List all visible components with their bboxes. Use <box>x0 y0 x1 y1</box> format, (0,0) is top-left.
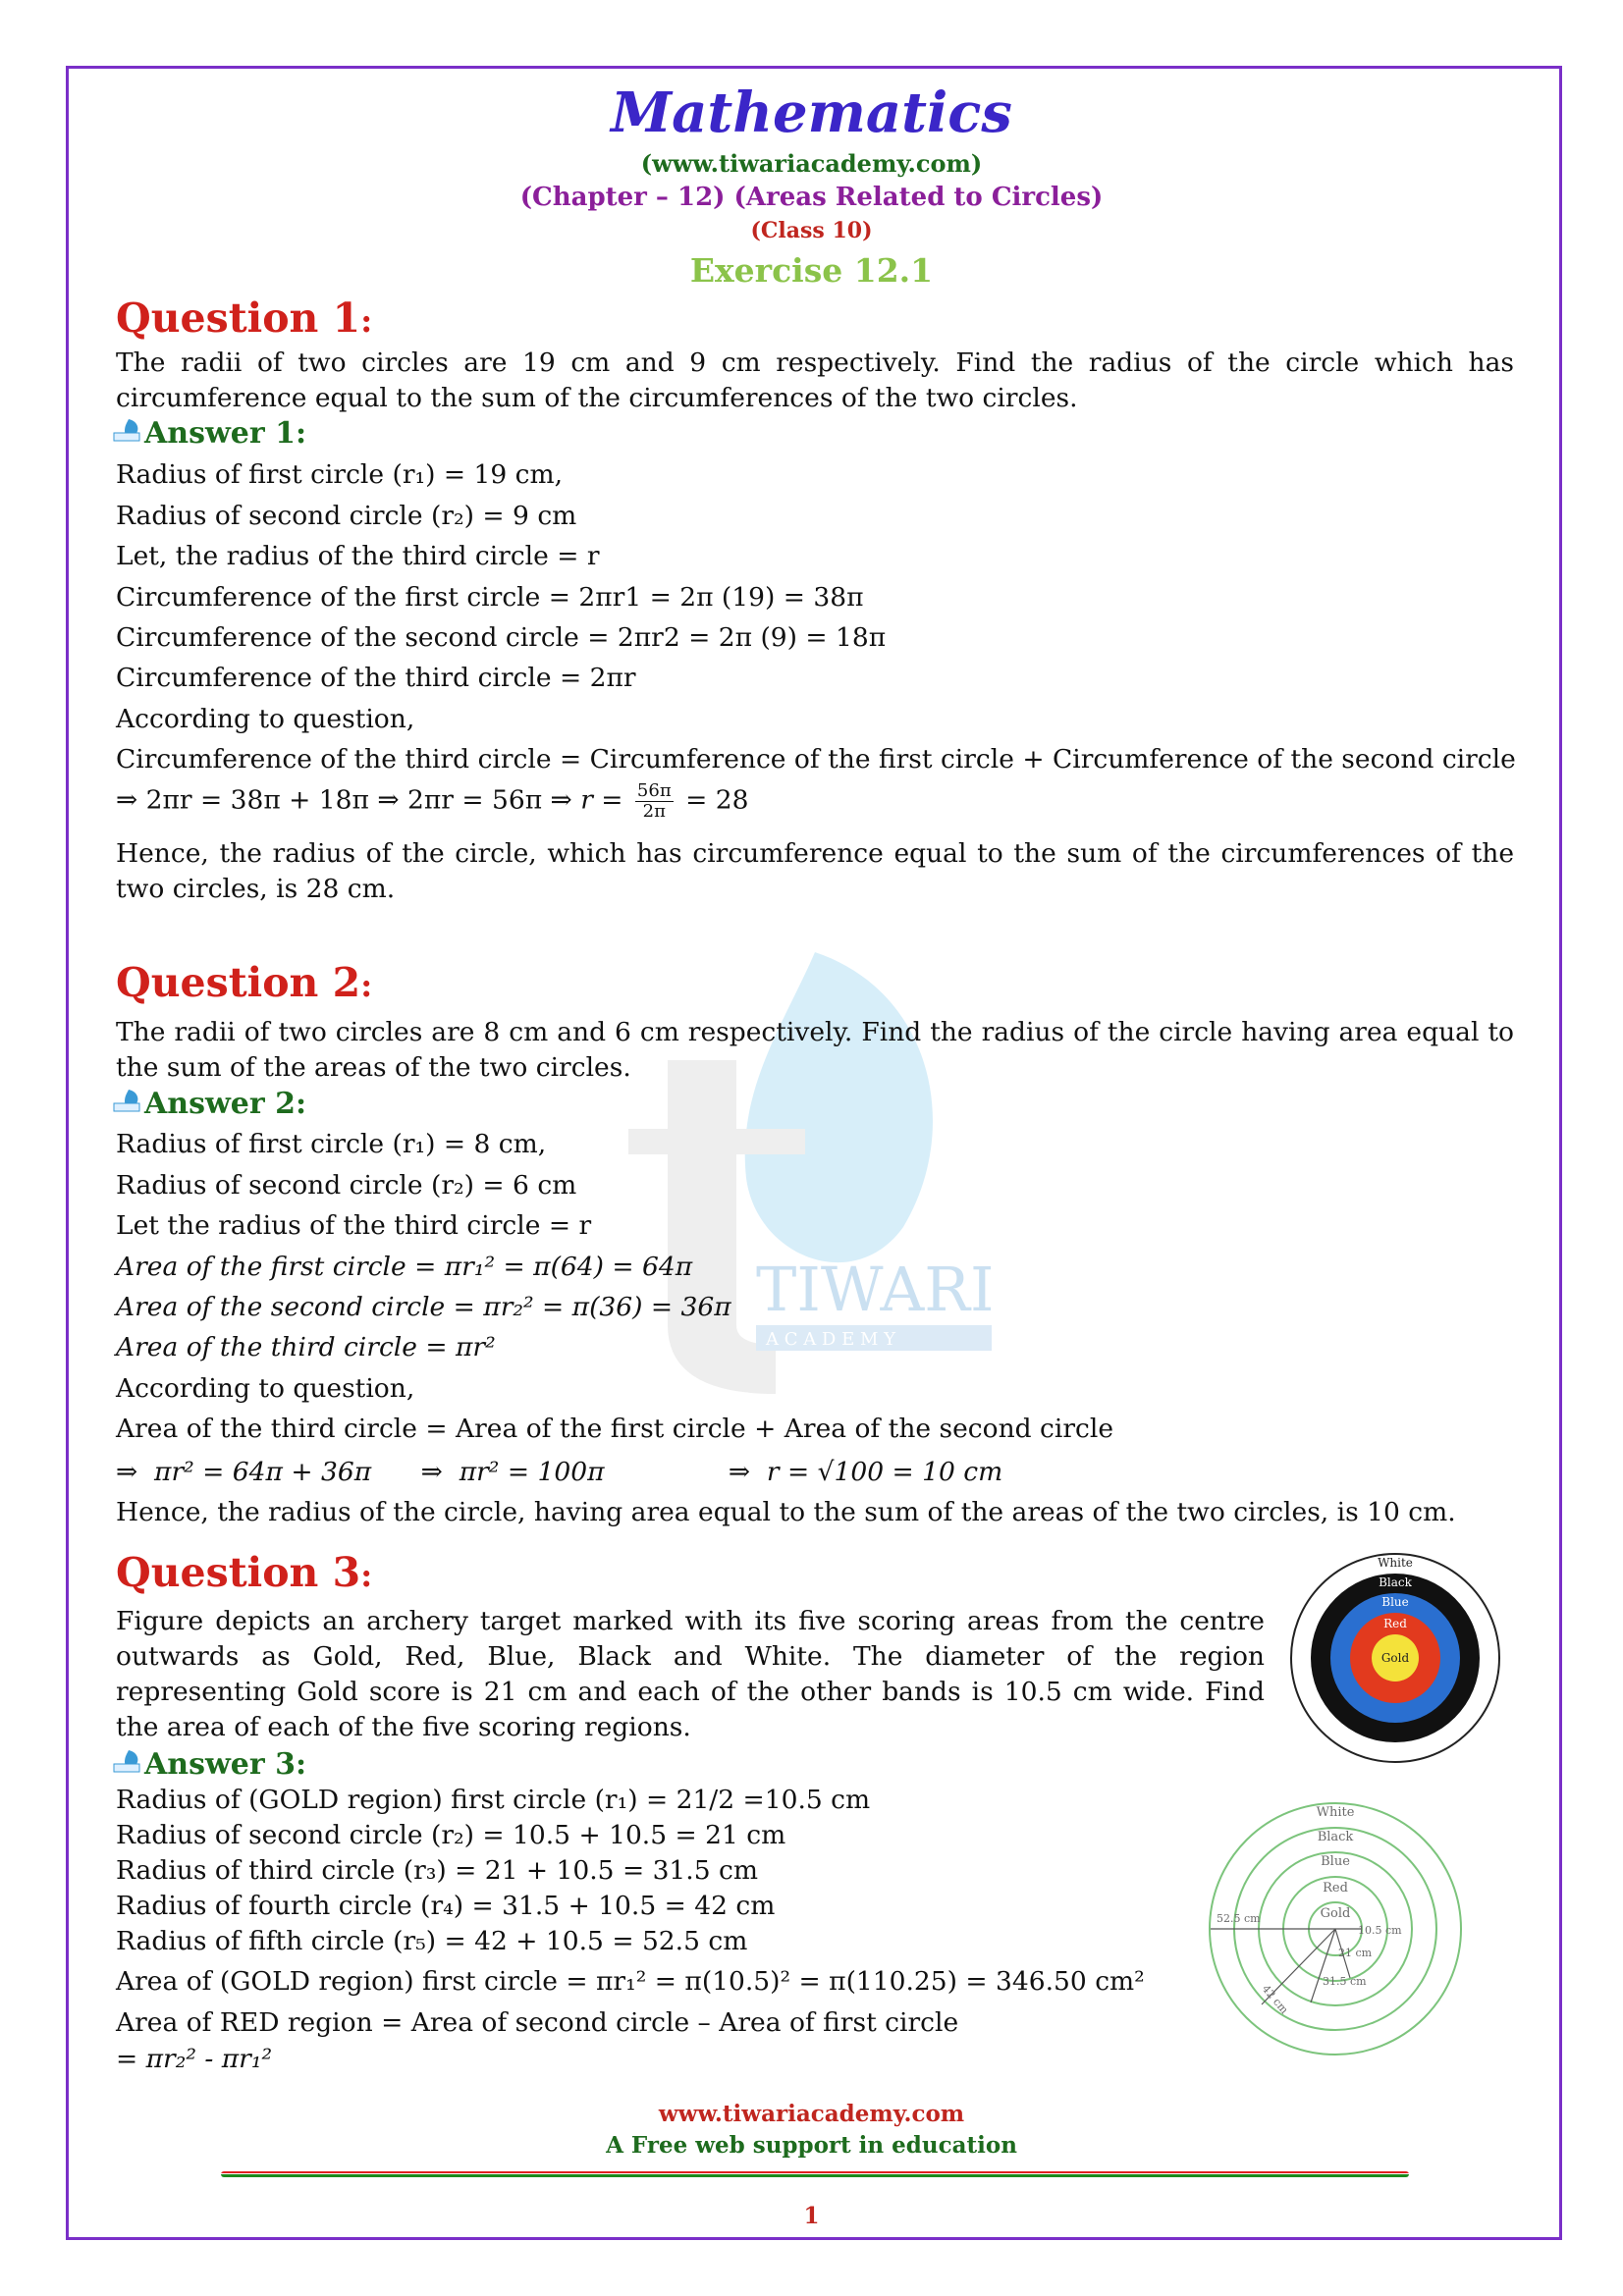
answer-1-line: Circumference of the second circle = 2πr2 = 2π (9) = 18π <box>116 622 887 653</box>
answer-3-line: = πr₂² - πr₁² <box>116 2044 273 2074</box>
answer-3-line: Radius of fifth circle (r₅) = 42 + 10.5 = 52.5 cm <box>116 1926 748 1956</box>
answer-1-heading: Answer 1: <box>111 416 306 451</box>
answer-2-line: Let the radius of the third circle = r <box>116 1210 592 1241</box>
answer-1-line: Circumference of the third circle = 2πr <box>116 663 636 693</box>
question-2-heading: Question 2: <box>116 959 373 1006</box>
answer-1-line: Circumference of the first circle = 2πr1 = 2π (19) = 38π <box>116 582 864 613</box>
target-label-gold: Gold <box>1380 1651 1410 1665</box>
answer-3-line: Radius of second circle (r₂) = 10.5 + 10.5 = 21 cm <box>116 1820 786 1850</box>
archery-target-figure <box>1286 1549 1504 1767</box>
answer-3-line: Area of (GOLD region) first circle = πr₁² = π(10.5)² = π(110.25) = 346.50 cm² <box>116 1966 1145 1997</box>
footer-tagline: A Free web support in education <box>606 2132 1017 2159</box>
answer-3-line: Radius of (GOLD region) first circle (r₁) = 21/2 =10.5 cm <box>116 1785 871 1815</box>
diagram-measure-31-5: 31.5 cm <box>1323 1975 1367 1988</box>
page-title: Mathematics <box>611 80 1012 145</box>
tiwari-leaf-icon <box>111 1087 142 1121</box>
diagram-label-red: Red <box>1323 1881 1348 1896</box>
class-label: (Class 10) <box>750 218 873 243</box>
diagram-label-blue: Blue <box>1321 1854 1350 1869</box>
answer-3-line: Radius of fourth circle (r₄) = 31.5 + 10.5 = 42 cm <box>116 1891 776 1921</box>
tiwari-leaf-icon <box>111 1747 142 1782</box>
site-link[interactable]: (www.tiwariacademy.com) <box>640 149 983 178</box>
answer-1-line: Circumference of the third circle = Circumference of the first circle + Circumference of the second circle <box>116 744 1516 774</box>
diagram-measure-21: 21 cm <box>1338 1947 1373 1959</box>
target-label-black: Black <box>1379 1575 1412 1589</box>
answer-1-line: Let, the radius of the third circle = r <box>116 541 600 571</box>
tiwari-leaf-icon <box>111 416 142 451</box>
answer-1-conclusion: Hence, the radius of the circle, which has circumference equal to the sum of the circumferences of the two circles, is 28 cm. <box>116 838 1514 904</box>
answer-2-line: Area of the second circle = πr₂² = π(36) = 36π <box>116 1292 731 1322</box>
answer-2-line: Area of the third circle = πr² <box>116 1332 496 1362</box>
answer-1-line: Radius of first circle (r₁) = 19 cm, <box>116 459 564 490</box>
question-1-heading: Question 1: <box>116 294 373 342</box>
answer-2-line: Area of the first circle = πr₁² = π(64) = 64π <box>116 1252 693 1282</box>
diagram-label-gold: Gold <box>1320 1906 1351 1921</box>
target-label-white: White <box>1378 1556 1413 1570</box>
diagram-label-black: Black <box>1317 1830 1354 1844</box>
tiwari-academy-watermark <box>609 933 1001 1443</box>
concentric-circles-diagram <box>1203 1796 1468 2061</box>
answer-2-line: Radius of first circle (r₁) = 8 cm, <box>116 1129 547 1159</box>
answer-2-equation: ⇒ πr² = 64π + 36π ⇒ πr² = 100π ⇒ r = √100 = 10 cm <box>116 1457 1003 1487</box>
question-2-text: The radii of two circles are 8 cm and 6 cm respectively. Find the radius of the circle having area equal to the sum of the areas of the two circles. <box>116 1017 1514 1083</box>
question-3-heading: Question 3: <box>116 1549 373 1596</box>
page-number: 1 <box>803 2203 820 2229</box>
watermark-name: TIWARI <box>756 1254 995 1325</box>
diagram-measure-52-5: 52.5 cm <box>1217 1912 1261 1925</box>
answer-3-line: Area of RED region = Area of second circle – Area of first circle <box>116 2007 959 2038</box>
answer-3-heading: Answer 3: <box>111 1747 306 1782</box>
footer-site-link[interactable]: www.tiwariacademy.com <box>658 2101 965 2127</box>
answer-1-equation: ⇒ 2πr = 38π + 18π ⇒ 2πr = 56π ⇒ r = $\frac{56\pi}{2\pi}$ = 28 <box>116 780 749 822</box>
target-label-blue: Blue <box>1381 1595 1409 1609</box>
diagram-label-white: White <box>1316 1805 1355 1820</box>
answer-2-heading: Answer 2: <box>111 1087 306 1121</box>
answer-2-line: Radius of second circle (r₂) = 6 cm <box>116 1170 577 1201</box>
question-3-text: Figure depicts an archery target marked with its five scoring areas from the centre outwards as Gold, Red, Blue, Black and White. The diameter of the region representing Gold score is 21 cm and each of the other bands is 10.5 cm wide. Find the area of each of the five scoring regions. <box>116 1606 1265 1742</box>
question-1-text: The radii of two circles are 19 cm and 9 cm respectively. Find the radius of the circle which has circumference equal to the sum of the circumferences of the two circles. <box>116 347 1514 413</box>
answer-1-line: Radius of second circle (r₂) = 9 cm <box>116 501 577 531</box>
answer-3-line: Radius of third circle (r₃) = 21 + 10.5 = 31.5 cm <box>116 1855 758 1886</box>
diagram-measure-42: 42 cm <box>1259 1982 1291 2017</box>
answer-2-line: Area of the third circle = Area of the first circle + Area of the second circle <box>116 1414 1114 1444</box>
answer-1-line: According to question, <box>116 704 415 734</box>
answer-2-conclusion: Hence, the radius of the circle, having area equal to the sum of the areas of the two circles, is 10 cm. <box>116 1497 1456 1527</box>
answer-2-line: According to question, <box>116 1373 415 1404</box>
chapter-heading: (Chapter – 12) (Areas Related to Circles) <box>519 183 1104 212</box>
exercise-heading: Exercise 12.1 <box>689 251 934 290</box>
diagram-measure-10-5: 10.5 cm <box>1358 1924 1402 1937</box>
target-label-red: Red <box>1383 1617 1407 1630</box>
footer-divider <box>221 2171 1409 2177</box>
watermark-sub: A C A D E M Y <box>766 1329 895 1350</box>
